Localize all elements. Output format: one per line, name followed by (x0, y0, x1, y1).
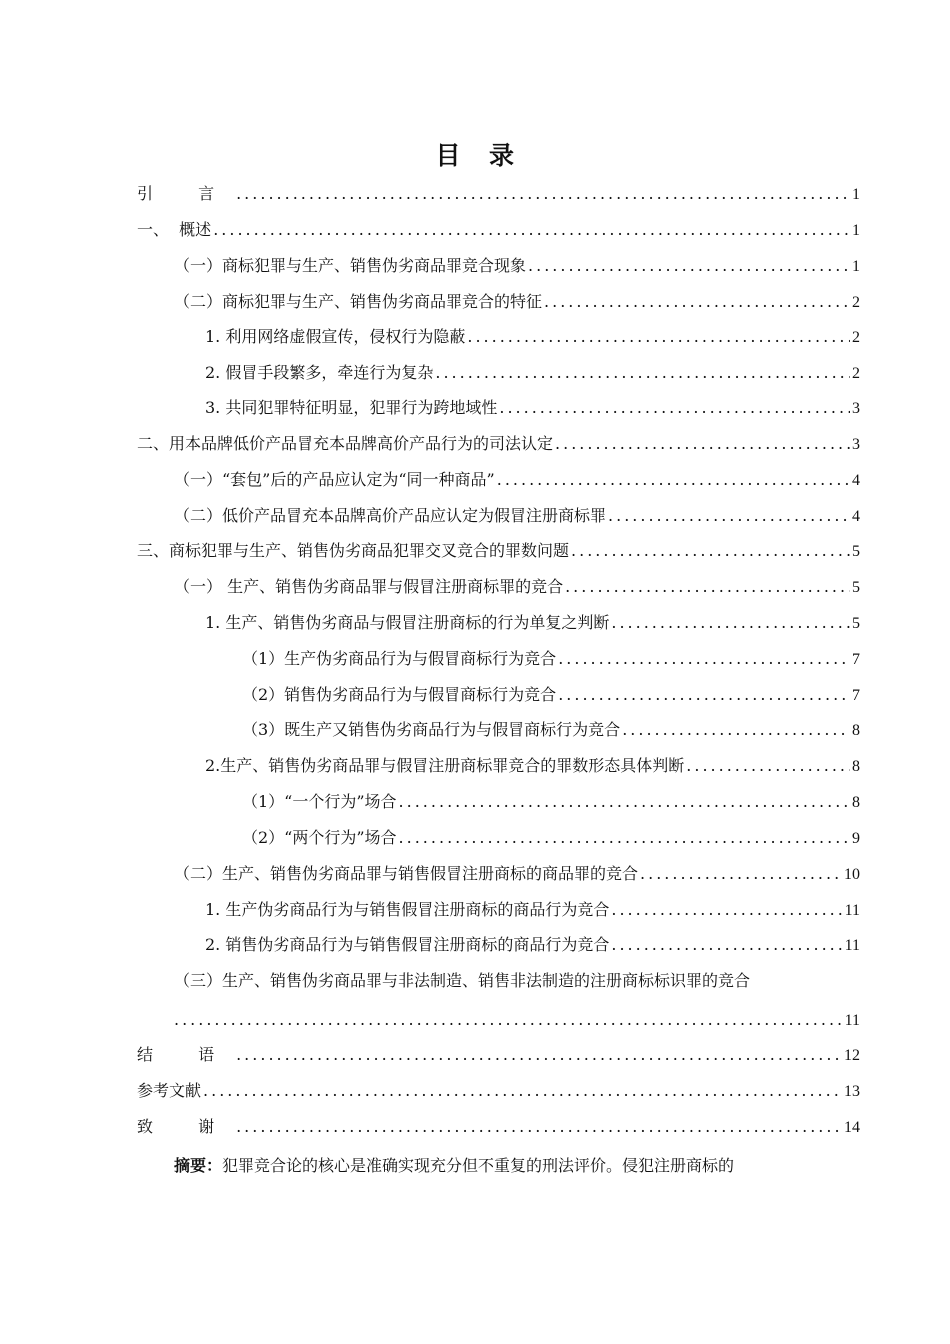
toc-entry-conclusion[interactable] (137, 1043, 860, 1067)
toc-entry-label: 2. 销售伪劣商品行为与销售假冒注册商标的商品行为竞合 (205, 935, 610, 954)
toc-entry-3-2-1[interactable] (205, 898, 860, 922)
toc-entry-label: 结 语 (137, 1045, 235, 1064)
toc-entry-page: 8 (852, 794, 860, 811)
toc-entry-page: 1 (852, 258, 860, 275)
toc-leader-dots (558, 683, 850, 707)
toc-entry-label: （1）“一个行为”场合 (242, 792, 397, 811)
toc-entry-label: 1. 生产、销售伪劣商品与假冒注册商标的行为单复之判断 (205, 613, 610, 632)
toc-entry-label: 2. 假冒手段繁多，牵连行为复杂 (205, 363, 434, 382)
toc-entry-page: 3 (852, 436, 860, 453)
toc-entry-2[interactable] (137, 432, 860, 456)
toc-leader-dots (399, 790, 850, 814)
toc-entry-2-2[interactable] (174, 504, 860, 528)
toc-entry-page: 11 (844, 902, 860, 919)
toc-entry-label: （二）低价产品冒充本品牌高价产品应认定为假冒注册商标罪 (174, 506, 607, 525)
abstract-paragraph (174, 1154, 734, 1178)
toc-entry-page: 11 (844, 1012, 860, 1029)
toc-entry-label: 三、商标犯罪与生产、销售伪劣商品犯罪交叉竞合的罪数问题 (137, 541, 570, 560)
toc-entry-3-1-2-2[interactable] (242, 826, 860, 850)
toc-leader-dots (571, 539, 850, 563)
toc-leader-dots (236, 1115, 842, 1139)
toc-entry-page: 4 (852, 508, 860, 525)
toc-entry-1-2-1[interactable] (205, 325, 860, 349)
toc-entry-page: 8 (852, 722, 860, 739)
toc-leader-dots (499, 396, 850, 420)
toc-entry-label: （3）既生产又销售伪劣商品行为与假冒商标行为竞合 (242, 720, 621, 739)
toc-entry-overview[interactable] (137, 218, 860, 242)
toc-entry-label: 致 谢 (137, 1117, 235, 1136)
toc-entry-1-2[interactable] (174, 290, 860, 314)
toc-entry-page: 8 (852, 758, 860, 775)
toc-entry-label: （一） 生产、销售伪劣商品罪与假冒注册商标罪的竞合 (174, 577, 564, 596)
toc-entry-page: 2 (852, 329, 860, 346)
toc-leader-dots (611, 898, 842, 922)
toc-entry-acknowledgements[interactable] (137, 1115, 860, 1139)
toc-leader-dots (528, 254, 850, 278)
toc-entry-3-1[interactable] (174, 575, 860, 599)
toc-leader-dots (174, 1008, 843, 1032)
toc-leader-dots (435, 361, 850, 385)
toc-entry-page: 5 (852, 579, 860, 596)
toc-leader-dots (544, 290, 850, 314)
toc-leader-dots (467, 325, 850, 349)
title-part-2: 录 (489, 141, 515, 170)
toc-entry-3[interactable] (137, 539, 860, 563)
toc-entry-3-1-1-1[interactable] (242, 647, 860, 671)
toc-entry-page: 5 (852, 543, 860, 560)
toc-entry-3-1-2-1[interactable] (242, 790, 860, 814)
toc-entry-label: 引 言 (137, 184, 235, 203)
toc-entry-page: 4 (852, 472, 860, 489)
toc-leader-dots (640, 862, 842, 886)
toc-entry-3-2-2[interactable] (205, 933, 860, 957)
toc-leader-dots (611, 611, 850, 635)
toc-entry-1-1[interactable] (174, 254, 860, 278)
abstract-text: 犯罪竞合论的核心是准确实现充分但不重复的刑法评价。侵犯注册商标的 (222, 1156, 735, 1175)
toc-leader-dots (686, 754, 850, 778)
toc-entry-1-2-2[interactable] (205, 361, 860, 385)
toc-entry-label: （2）“两个行为”场合 (242, 828, 397, 847)
toc-entry-label: 2.生产、销售伪劣商品罪与假冒注册商标罪竞合的罪数形态具体判断 (205, 756, 685, 775)
toc-entry-1-2-3[interactable] (205, 396, 860, 420)
toc-entry-page: 10 (844, 866, 860, 883)
toc-entry-3-1-1-3[interactable] (242, 718, 860, 742)
toc-entry-3-2[interactable] (174, 862, 860, 886)
toc-entry-page: 1 (852, 222, 860, 239)
toc-entry-label: 二、用本品牌低价产品冒充本品牌高价产品行为的司法认定 (137, 434, 554, 453)
toc-entry-label: 3. 共同犯罪特征明显，犯罪行为跨地域性 (205, 398, 498, 417)
toc-entry-page: 2 (852, 294, 860, 311)
toc-leader-dots (399, 826, 850, 850)
toc-entry-3-1-1[interactable] (205, 611, 860, 635)
toc-entry-page: 13 (844, 1083, 860, 1100)
toc-entry-page: 2 (852, 365, 860, 382)
toc-leader-dots (497, 468, 850, 492)
toc-entry-label: 1. 利用网络虚假宣传，侵权行为隐蔽 (205, 327, 466, 346)
toc-leader-dots (608, 504, 850, 528)
toc-entry-3-3-continued[interactable] (174, 1008, 860, 1032)
toc-entry-label: 一、 概述 (137, 220, 212, 239)
toc-entry-page: 12 (844, 1047, 860, 1064)
toc-entry-label: （1）生产伪劣商品行为与假冒商标行为竞合 (242, 649, 557, 668)
toc-entry-intro[interactable] (137, 182, 860, 206)
toc-entry-page: 1 (852, 186, 860, 203)
toc-leader-dots (611, 933, 842, 957)
title-part-1: 目 (435, 141, 461, 170)
toc-entry-page: 7 (852, 687, 860, 704)
toc-entry-label: （2）销售伪劣商品行为与假冒商标行为竞合 (242, 685, 557, 704)
toc-entry-references[interactable] (137, 1079, 860, 1103)
toc-entry-label: （二）商标犯罪与生产、销售伪劣商品罪竞合的特征 (174, 292, 543, 311)
toc-entry-3-3[interactable] (174, 969, 860, 993)
toc-entry-page: 7 (852, 651, 860, 668)
toc-entry-page: 3 (852, 400, 860, 417)
toc-entry-label: （三）生产、销售伪劣商品罪与非法制造、销售非法制造的注册商标标识罪的竞合 (174, 971, 751, 990)
toc-entry-page: 9 (852, 830, 860, 847)
toc-leader-dots (213, 218, 850, 242)
toc-leader-dots (236, 1043, 842, 1067)
toc-leader-dots (203, 1079, 842, 1103)
abstract-heading: 摘要： (174, 1156, 223, 1175)
toc-entry-3-1-2[interactable] (205, 754, 860, 778)
toc-entry-label: （一）“套包”后的产品应认定为“同一种商品” (174, 470, 495, 489)
toc-leader-dots (558, 647, 850, 671)
toc-leader-dots (555, 432, 850, 456)
toc-entry-page: 11 (844, 937, 860, 954)
toc-entry-label: 1. 生产伪劣商品行为与销售假冒注册商标的商品行为竞合 (205, 900, 610, 919)
toc-entry-2-1[interactable] (174, 468, 860, 492)
toc-entry-label: （一）商标犯罪与生产、销售伪劣商品罪竞合现象 (174, 256, 527, 275)
toc-entry-page: 5 (852, 615, 860, 632)
toc-leader-dots (236, 182, 850, 206)
toc-leader-dots (565, 575, 850, 599)
toc-entry-label: （二）生产、销售伪劣商品罪与销售假冒注册商标的商品罪的竞合 (174, 864, 639, 883)
toc-entry-page: 14 (844, 1119, 860, 1136)
toc-entry-label: 参考文献 (137, 1081, 202, 1100)
toc-entry-3-1-1-2[interactable] (242, 683, 860, 707)
toc-leader-dots (622, 718, 850, 742)
